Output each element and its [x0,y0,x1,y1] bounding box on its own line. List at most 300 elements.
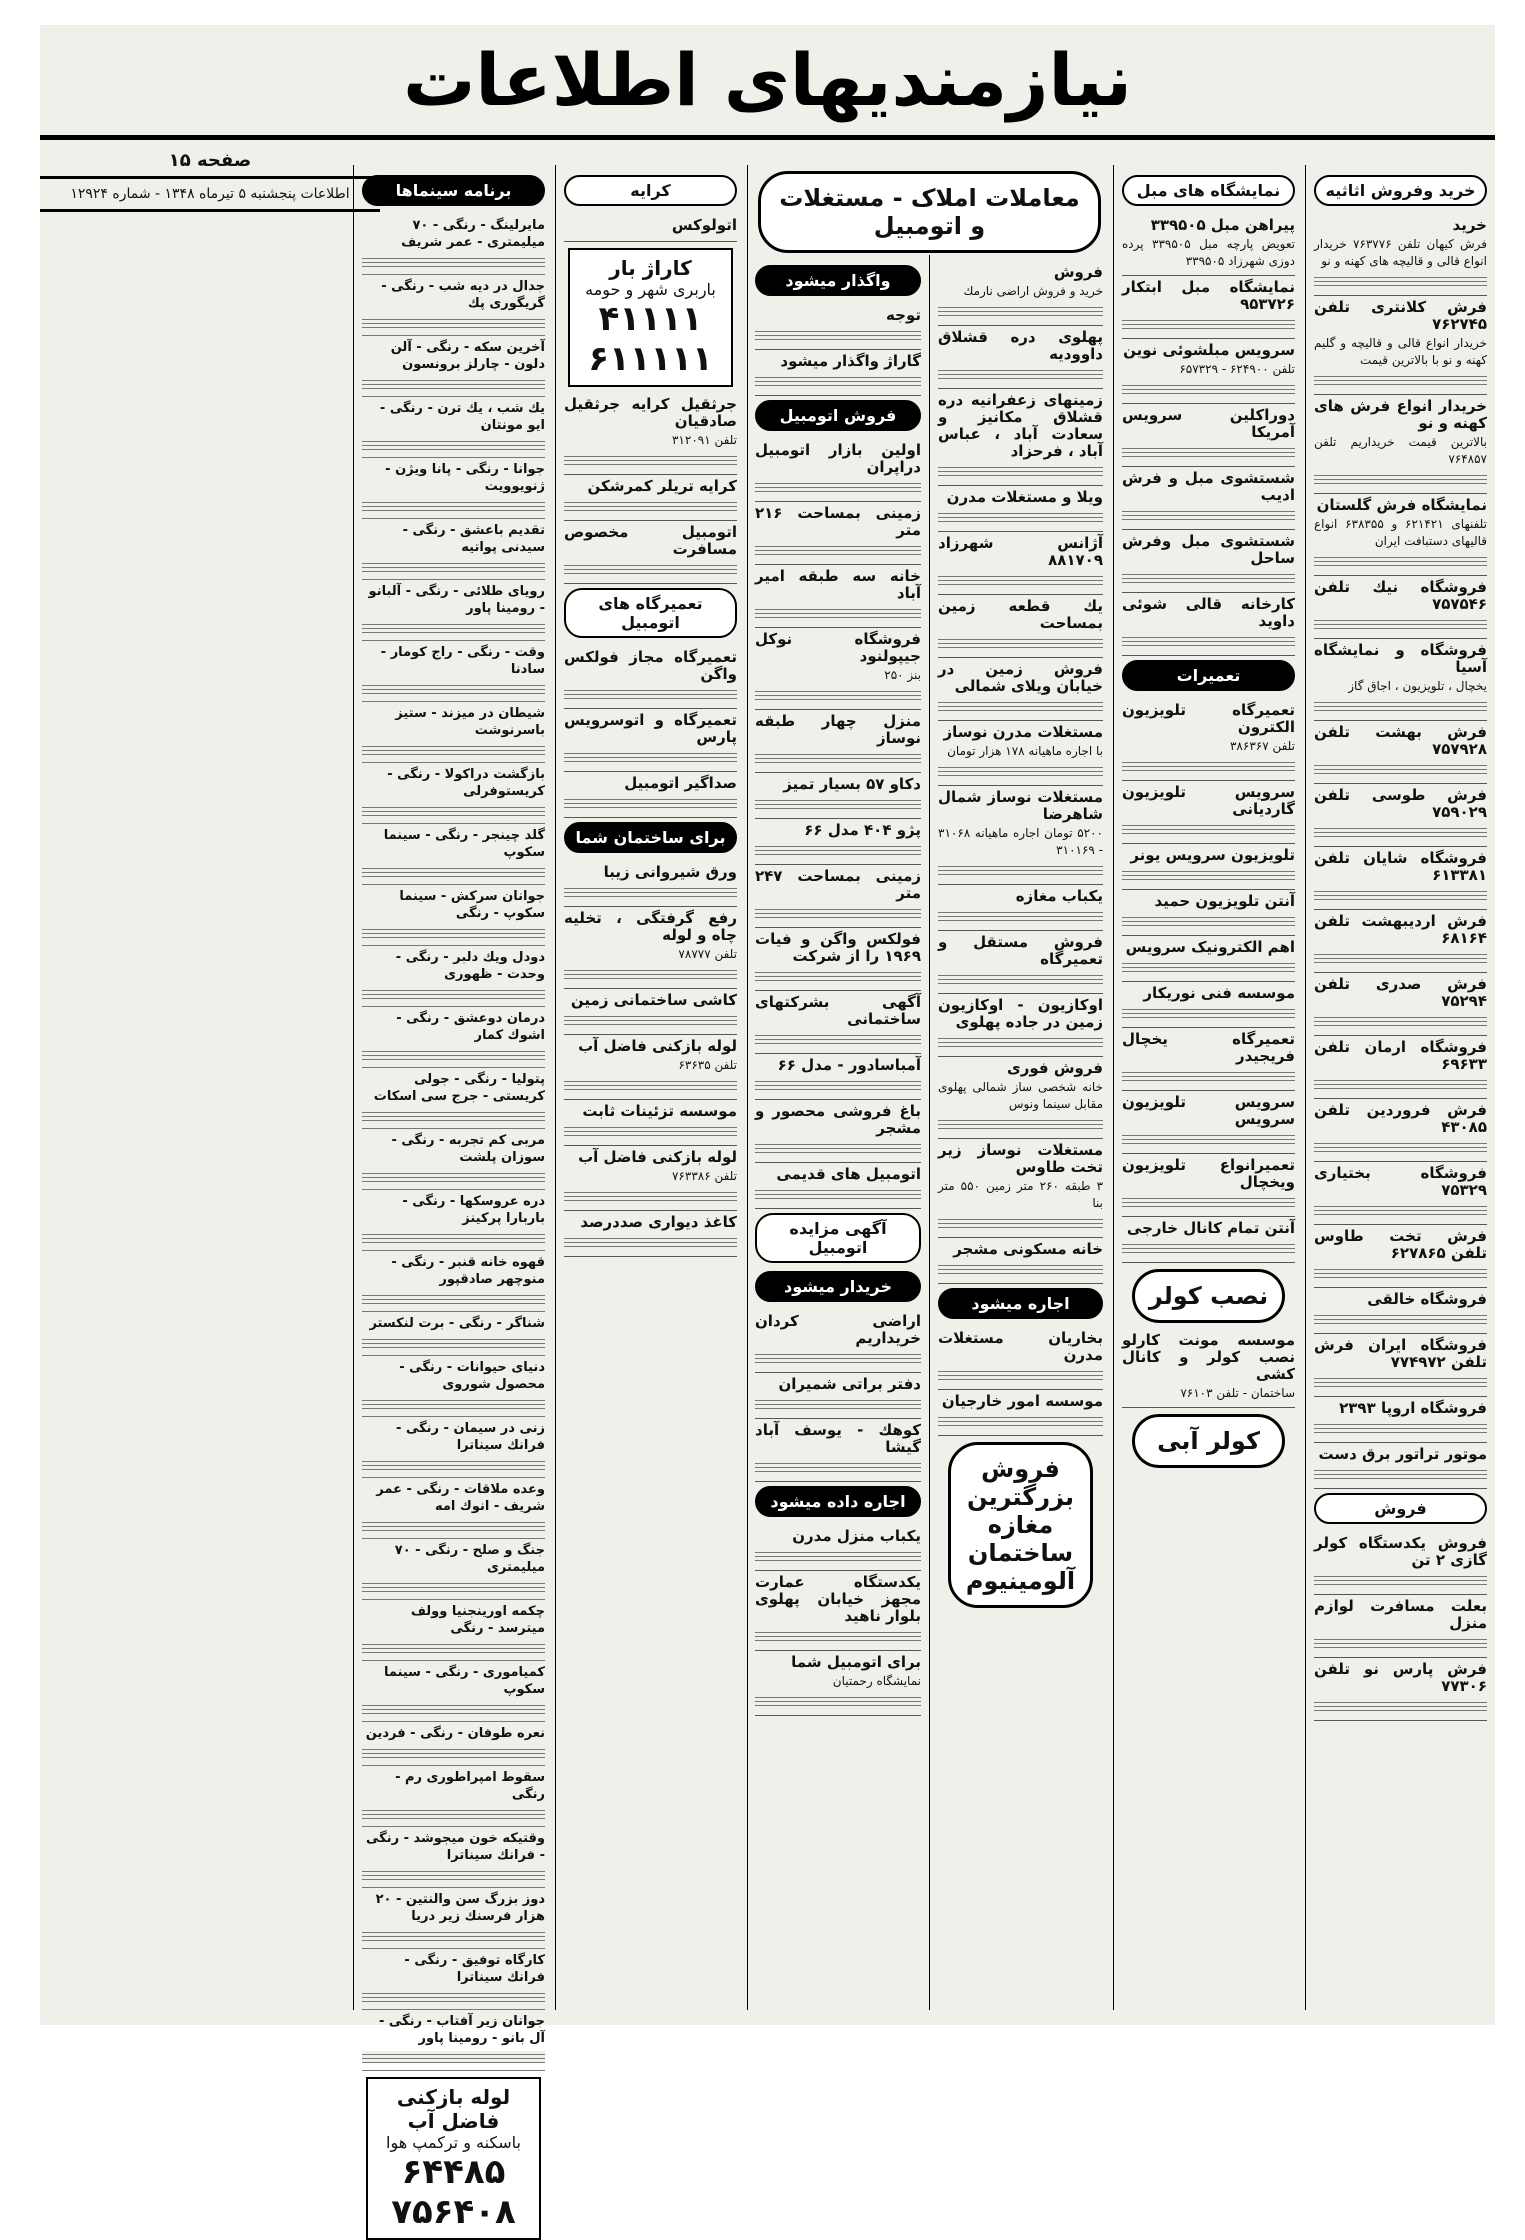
classified-ad [755,439,921,502]
cinema-listing [362,397,545,458]
ad-text-lines [938,1035,1103,1047]
ad-title: فروشگاه نیك تلفن ۷۵۷۵۴۶ [1314,578,1487,613]
ad-text-lines [1122,634,1295,646]
classified-ad [1314,494,1487,576]
classified-ad [1122,781,1295,844]
cinema-listing [362,275,545,336]
classified-ad [938,1139,1103,1238]
ad-text-lines [938,510,1103,522]
ad-text-lines [755,1397,921,1409]
ad-text-lines [1314,1421,1487,1433]
ad-text-lines [938,573,1103,585]
ad-title: لوله بازکنی فاضل آب [578,1148,737,1166]
cinema-listing [362,1827,545,1888]
classified-ad [1122,1154,1295,1217]
ad-text-lines [1314,472,1487,484]
classified-ad [755,628,921,710]
section-heading: برای ساختمان شما [564,822,737,853]
ad-title: خانه مسکونی مشجر [953,1240,1103,1258]
film-title: جنگ و صلح - رنگی - ۷۰ میلیمتری [394,1543,545,1575]
ad-title: لوله بازکنی فاضل آب [578,1037,737,1055]
cinema-listing [362,1007,545,1068]
classified-ad [1314,1225,1487,1288]
classified-ad [1122,1028,1295,1091]
classified-ad [938,885,1103,931]
ad-body: ساختمان - تلفن ۷۶۱۰۳ [1180,1386,1295,1400]
showtime-lines [362,1458,545,1470]
classified-ad [938,1238,1103,1284]
ad-text-lines [1314,1312,1487,1324]
ad-title: صداگیر اتومبیل [624,774,737,792]
ad-title: تعمیرگاه تلویزیون الکترون [1122,701,1295,736]
ad-title: فروش [1053,263,1103,281]
classified-ad [755,991,921,1054]
film-title: وقت - رنگی - راج کومار - سادنا [380,645,545,677]
showtime-lines [362,1519,545,1531]
classified-ad [755,865,921,928]
classified-ad [564,521,737,584]
divider [40,209,380,212]
classified-ad [938,1057,1103,1139]
column-real-estate [747,165,1111,2010]
film-title: زنی در سیمان - رنگی - فرانك سیناترا [396,1421,545,1453]
ad-title: آنتن تمام کانال خارجی [1126,1219,1295,1237]
ad-text-lines [938,1414,1103,1426]
section-heading: فروش اتومبیل [755,400,921,431]
ad-text-lines [755,797,921,809]
ad-title: اتولوکس [671,216,737,234]
classified-ad [938,486,1103,532]
ad-title: شستشوی مبل وفرش ساحل [1122,532,1295,567]
issue-line: اطلاعات پنجشنبه ۵ تیرماه ۱۳۴۸ - شماره ۱۲۹۲۴ [70,186,350,202]
film-title: شناگر - رنگی - برت لنکستر [369,1316,545,1331]
ad-text-lines [755,843,921,855]
cinema-listing [362,1888,545,1949]
ad-list [1314,214,1487,1489]
ad-title: زمینی بمساحت ۲۱۶ متر [755,504,921,539]
cinema-listing [362,1539,545,1600]
ad-list [755,1310,921,1482]
classified-ad [1314,1532,1487,1595]
classified-ad [1314,847,1487,910]
section-heading: نمایشگاه های مبل [1122,175,1295,206]
ad-text-lines [1122,1195,1295,1207]
ad-body: تلفن ۶۲۴۹۰۰ - ۶۵۷۳۲۹ [1179,362,1295,376]
ad-title: پژو ۴۰۴ مدل ۶۶ [804,821,921,839]
showtime-lines [362,499,545,511]
showtime-lines [362,1397,545,1409]
ad-text-lines [755,688,921,700]
cinema-listing [362,1129,545,1190]
ad-title: یکباب مغازه [1015,887,1103,905]
cooler-banner: نصب کولر [1132,1269,1285,1323]
box-number: ۶۱۱۱۱۱ [588,339,713,379]
ad-title: دکاو ۵۷ بسیار تمیز [783,775,921,793]
ad-text-lines [564,1189,737,1201]
column-rentals [555,165,745,2010]
ad-text-lines [1122,445,1295,457]
ad-text-lines [1314,373,1487,385]
showtime-lines [362,1170,545,1182]
film-title: درمان دوعشق - رنگی - اشوك کمار [396,1011,545,1043]
ad-text-lines [938,972,1103,984]
ad-title: اهم الکترونیک سرویس [1125,938,1295,956]
ad-title: اتومبیل مخصوص مسافرت [564,523,737,558]
ad-body: خرید و فروش اراضی نارمك [963,284,1103,298]
classified-ad [1314,1099,1487,1162]
ad-title: فرش تخت طاوس تلفن ۶۲۷۸۶۵ [1314,1227,1487,1262]
real-estate-banner: معاملات املاک - مستغلات و اتومبیل [758,171,1101,253]
cinema-listing [362,1068,545,1129]
ad-title: موسسه امور خارجیان [941,1392,1103,1410]
ad-text-lines [938,1262,1103,1274]
section-heading: خرید وفروش اثاثیه [1314,175,1487,206]
ad-body: بنز ۲۵۰ [884,668,921,682]
ad-text-lines [1314,699,1487,711]
ad-list [755,304,921,396]
divider [40,176,380,179]
cinema-listing [362,1478,545,1539]
ad-title: اراضی کردان خریداریم [755,1312,921,1347]
ad-title: فروش مستقل و تعمیرگاه [938,933,1103,968]
ad-text-lines [755,751,921,763]
classified-ad [1314,1397,1487,1443]
ad-title: فرش فروردین تلفن ۴۳۰۸۵ [1314,1101,1487,1136]
section-heading: تعمیرگاه های اتومبیل [564,588,737,638]
cinema-listing [362,641,545,702]
ad-text-lines [755,1351,921,1363]
ad-body: تلفن ۷۶۳۳۸۶ [671,1169,737,1183]
ad-title: بعلت مسافرت لوازم منزل [1314,1597,1487,1632]
ad-text-lines [1314,1375,1487,1387]
ad-title: کارخانه قالی شوئی داوید [1122,595,1295,630]
cinema-listing [362,1356,545,1417]
classified-ad [1122,844,1295,890]
classified-ad [1314,1036,1487,1099]
ad-text-lines [938,304,1103,316]
ad-list [564,393,737,584]
ad-title: توجه [886,306,921,324]
film-title: کمیاموری - رنگی - سینما سکوپ [383,1665,545,1697]
showtime-lines [362,743,545,755]
showtime-lines [362,1048,545,1060]
ad-text-lines [755,1141,921,1153]
cinema-listing [362,1417,545,1478]
cinema-listing [362,1312,545,1356]
masthead [40,25,1495,140]
ad-text-lines [1314,951,1487,963]
showtime-lines [362,1868,545,1880]
classified-ad [1122,1217,1295,1263]
section-heading: برنامه سینماها [362,175,545,206]
ad-title: فروشگاه اروپا ۲۳۹۳ [1339,1399,1487,1417]
ad-title: آگهی بشرکتهای ساختمانی [755,993,921,1028]
cinema-listing [362,1661,545,1722]
showtime-lines [362,1641,545,1653]
classified-ad [938,532,1103,595]
film-title: جوانان زیر آفتاب - رنگی - آل بانو - رومینا پاور [378,2014,545,2046]
classified-ad [1122,593,1295,656]
classified-ad [1314,576,1487,639]
film-title: وقتیکه خون میجوشد - رنگی - فرانك سیناترا [365,1831,545,1863]
classified-ad [564,1146,737,1211]
section-heading: خریدار میشود [755,1271,921,1302]
ad-text-lines [755,1187,921,1199]
classified-ad [755,502,921,565]
classified-ad [1122,339,1295,404]
cinema-listing [362,1190,545,1251]
showtime-lines [362,987,545,999]
ad-title: آمباسادور - مدل ۶۶ [777,1056,921,1074]
classified-ad [564,709,737,772]
real-estate-right [929,255,1111,2010]
classified-ad [1314,721,1487,784]
ad-title: یك قطعه زمین بمساحت [938,597,1103,632]
ad-text-lines [564,750,737,762]
ad-body: تلفن ۳۱۲۰۹۱ [671,433,737,447]
section-heading: فروش [1314,1493,1487,1524]
classified-ad [938,721,1103,786]
ad-text-lines [1314,825,1487,837]
ad-list [564,861,737,1257]
ad-text-lines [1122,914,1295,926]
ad-text-lines [755,1629,921,1641]
ad-title: تعمیرگاه مجاز فولکس واگن [564,648,737,683]
film-title: شیطان در میزند - ستیز باسرنوشت [395,706,545,738]
ad-body: ۳ طبقه ۲۶۰ متر زمین ۵۵۰ متر بنا [938,1179,1104,1210]
ad-title: مستغلات مدرن نوساز [943,723,1103,741]
classified-ad [1314,1595,1487,1658]
classified-ad [755,565,921,628]
ad-text-lines [755,1694,921,1706]
classified-ad [1122,530,1295,593]
showtime-lines [362,804,545,816]
classified-ad [938,595,1103,658]
ad-text-lines [1122,1241,1295,1253]
ad-text-lines [938,1216,1103,1228]
ad-title: کاغذ دیواری صددرصد [580,1213,737,1231]
classified-ad [938,786,1103,885]
film-title: جوانا - رنگی - پانا ویژن - ژنویوویت [385,462,545,494]
classified-ad [755,710,921,773]
ad-title: فروشگاه خالقی [1367,1290,1487,1308]
ad-title: موسسه فنی نوریکار [1143,984,1295,1002]
cinema-listing [362,1722,545,1766]
film-title: دره عروسکها - رنگی - باربارا پرکینز [402,1194,545,1226]
showtime-lines [362,1109,545,1121]
cinema-listing [362,763,545,824]
film-title: آخرین سکه - رنگی - آلن دلون - چارلز برونسون [390,340,545,372]
classified-ad [755,1419,921,1482]
ad-text-lines [938,863,1103,875]
ad-text-lines [1314,1140,1487,1152]
classified-ad [1122,467,1295,530]
ad-title: فروشگاه و نمایشگاه آسیا [1314,641,1487,676]
ad-title: کاشی ساختمانی زمین [570,991,737,1009]
classified-ad [1314,973,1487,1036]
cinema-listing [362,214,545,275]
classified-ad [938,326,1103,389]
cinema-listing [362,580,545,641]
ad-body: بالاترین قیمت خریداریم تلفن ۷۶۴۸۵۷ [1314,435,1487,466]
ad-list [564,646,737,818]
ad-title: بخاریان مستغلات مدرن [938,1329,1103,1364]
showtime-lines [362,1292,545,1304]
classified-ad [1314,1334,1487,1397]
ad-text-lines [1122,1069,1295,1081]
showtime-lines [362,621,545,633]
pipe-cleaning-box [366,2077,541,2240]
classified-ad [755,1310,921,1373]
ad-text-lines [755,328,921,340]
folio [40,150,380,220]
film-title: مربی کم تجربه - رنگی - سوزان پلشت [391,1133,545,1165]
ad-title: اوکازیون - اوکازیون زمین در جاده پهلوی [938,996,1103,1031]
ad-text-lines [755,374,921,386]
ad-text-lines [1314,1077,1487,1089]
ad-text-lines [564,687,737,699]
ad-text-lines [1314,1467,1487,1479]
ad-title: نمایشگاه فرش گلستان [1316,496,1487,514]
newspaper-page [40,25,1495,2232]
ad-title: مستغلات نوساز شمال شاهرضا [938,788,1103,823]
ad-text-lines [564,562,737,574]
page-number: صفحه ۱۵ [168,150,252,171]
ad-title: فروش یکدستگاه کولر گازی ۲ تن [1314,1534,1487,1569]
showtime-lines [362,316,545,328]
cinema-listing [362,824,545,885]
film-title: رویای طلائی - رنگی - آلبانو - رومینا پاور [368,584,545,616]
classified-ad [1314,1443,1487,1489]
classified-ad [564,772,737,818]
ad-text-lines [1314,1699,1487,1711]
ad-title: آنتن تلویزیون حمید [1154,892,1295,910]
ad-text-lines [938,699,1103,711]
classified-ad [564,214,737,242]
ad-text-lines [564,1235,737,1247]
aluminium-banner: فروش بزرگترین مغازه ساختمان آلومینیوم [948,1442,1093,1608]
ad-title: سرویس تلویزیون گاردیانی [1122,783,1295,818]
classified-ad [1314,1658,1487,1721]
ad-text-lines [938,636,1103,648]
ad-title: فروشگاه ارمان تلفن ۶۹۶۳۳ [1314,1038,1487,1073]
ad-title: پیراهن مبل ۳۳۹۵۰۵ [1150,216,1295,234]
ad-list [1122,276,1295,656]
showtime-lines [362,438,545,450]
showtime-lines [362,1746,545,1758]
section-heading: تعمیرات [1122,660,1295,691]
classified-ad [1122,699,1295,781]
ad-text-lines [755,480,921,492]
ad-text-lines [755,1549,921,1561]
classified-ad [564,475,737,521]
cinema-listing [362,458,545,519]
showtime-lines [362,377,545,389]
ad-body: تلفن ۷۸۷۷۷ [678,947,737,961]
ad-title: فروشگاه ایران فرش تلفن ۷۷۴۹۷۲ [1314,1336,1487,1371]
classified-ad [755,819,921,865]
ad-title: دوراکلین سرویس آمریکا [1122,406,1295,441]
column-furniture-trade [1305,165,1495,2010]
classified-ad [1122,214,1295,276]
garage-bar-box [568,248,733,387]
ad-text-lines [1314,762,1487,774]
ad-text-lines [1122,960,1295,972]
classified-ad [938,389,1103,486]
cinema-listing [362,946,545,1007]
ad-title: تعمیرگاه و اتوسرویس پارس [564,711,737,746]
film-title: وعده ملاقات - رنگی - عمر شریف - انوك امه [376,1482,545,1514]
box-number: ۴۱۱۱۱ [598,299,703,339]
box-subtitle: باسکنه و ترکمپ هوا [386,2133,521,2152]
showtime-lines [362,255,545,267]
section-heading: واگذار میشود [755,265,921,296]
ad-text-lines [1122,1006,1295,1018]
ad-title: سرویس تلویزیون سرویس [1122,1093,1295,1128]
ad-title: نمایشگاه مبل ابتکار ۹۵۳۷۲۶ [1122,278,1295,313]
ad-text-lines [938,1368,1103,1380]
ad-text-lines [564,1124,737,1136]
ad-text-lines [938,367,1103,379]
ad-text-lines [938,1117,1103,1129]
ad-title: آژانس شهرزاد ۸۸۱۷۰۹ [938,534,1103,569]
section-heading: اجاره میشود [938,1288,1103,1319]
ad-text-lines [755,1032,921,1044]
classified-ad [1122,936,1295,982]
ad-text-lines [1314,1266,1487,1278]
ad-list [938,1327,1103,1436]
ad-title: فرش بهشت تلفن ۷۵۷۹۲۸ [1314,723,1487,758]
classified-ad [755,1054,921,1100]
ad-text-lines [564,967,737,979]
film-title: نعره طوفان - رنگی - فردین [365,1726,545,1741]
ad-text-lines [1314,1203,1487,1215]
film-title: بازگشت دراکولا - رنگی - کریستوفرلی [387,767,545,799]
ad-text-lines [1122,382,1295,394]
ad-text-lines [564,1013,737,1025]
ad-title: تعمیرگاه یخچال فریجیدر [1122,1030,1295,1065]
ad-title: ورق شیروانی زیبا [603,863,737,881]
classified-ad [755,350,921,396]
ad-text-lines [1122,317,1295,329]
showtime-lines [362,1336,545,1348]
ad-body: تلفن ۳۸۶۳۶۷ [1229,739,1295,753]
ad-title: زمینهای زعفرانیه دره قشلاق مکانیز و سعادت آباد ، عباس آباد ، فرحزاد [938,391,1103,460]
classified-ad [1314,1288,1487,1334]
classified-ad [1314,395,1487,494]
classified-ad [1122,982,1295,1028]
classified-ad [564,1100,737,1146]
ad-text-lines [564,453,737,465]
ad-title: فروشگاه نوکل جیپولنود [755,630,921,665]
cinema-listing [362,1766,545,1827]
film-title: دودل ویك دلبر - رنگی - وحدت - ظهوری [395,950,545,982]
classified-ad [755,928,921,991]
classified-ad [564,393,737,475]
ad-text-lines [1314,274,1487,286]
ad-text-lines [564,499,737,511]
ad-title: جرثقیل کرایه جرثقیل صادقیان [564,395,737,430]
ad-title: زمینی بمساحت ۲۴۷ متر [755,867,921,902]
film-title: دوز بزرگ سن والنتین - ۲۰ هزار فرسنك زیر دریا [375,1892,545,1924]
ad-text-lines [564,885,737,897]
ad-body: با اجاره ماهیانه ۱۷۸ هزار تومان [947,744,1103,758]
showtime-lines [362,1807,545,1819]
cinema-listing [362,1949,545,2010]
film-title: مایرلینگ - رنگی - ۷۰ میلیمتری - عمر شریف [401,218,545,250]
cinema-listing [362,702,545,763]
classified-ad [1314,910,1487,973]
